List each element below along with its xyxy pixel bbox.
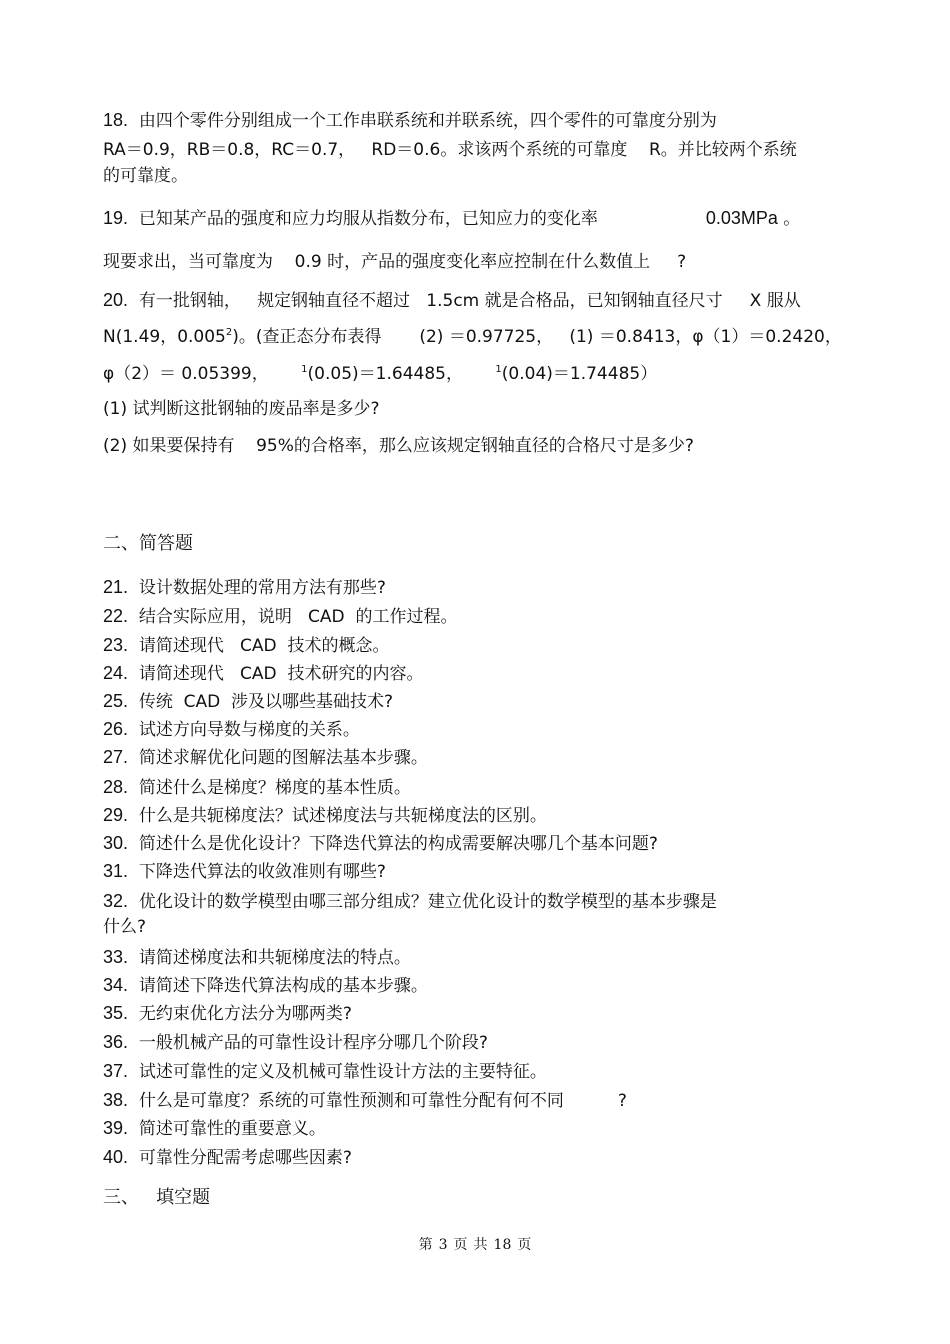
short-question-number: 33. [103, 947, 129, 967]
q19-text-2c: ? [677, 252, 687, 272]
short-question-text: 试述方向导数与梯度的关系。 [138, 720, 360, 740]
short-question-number: 40. [103, 1147, 129, 1167]
short-question-number: 36. [103, 1032, 129, 1052]
short-question-text: 无约束优化方法分为哪两类? [138, 1004, 352, 1024]
q19-text-1c: 。 [783, 209, 801, 229]
q20-text-2c: (2) ＝0.97725， [419, 327, 554, 347]
q20-sub-2b-text: 95%的合格率，那么应该规定钢轴直径的合格尺寸是多少? [256, 436, 694, 456]
section-3-heading: 三、 填空题 [103, 1187, 211, 1208]
footer-page-number: 3 [438, 1237, 448, 1253]
footer-text-a: 第 [418, 1237, 433, 1253]
short-question-text: 什么是共轭梯度法？试述梯度法与共轭梯度法的区别。 [138, 806, 547, 826]
short-question-item [103, 946, 411, 969]
q20-text-3a: φ（2）＝ 0.05399， [103, 364, 269, 384]
short-question-text: 请简述下降迭代算法构成的基本步骤。 [138, 976, 428, 996]
q19-text-2b: 0.9 时，产品的强度变化率应控制在什么数值上 [294, 252, 651, 272]
short-question-number: 35. [103, 1003, 129, 1023]
q18-text-2b: RD＝0.6。求该两个系统的可靠度 [371, 140, 628, 160]
q18-line-1 [103, 109, 717, 132]
short-question-item [103, 1146, 352, 1169]
short-question-text: 简述可靠性的重要意义。 [138, 1119, 326, 1139]
short-question-number: 22. [103, 606, 129, 626]
q19-line-1 [103, 207, 800, 230]
short-question-text: 结合实际应用，说明 CAD 的工作过程。 [138, 607, 458, 627]
q20-sub-2a-text: (2) 如果要保持有 [103, 436, 235, 456]
q18-text-1: 由四个零件分别组成一个工作串联系统和并联系统，四个零件的可靠度分别为 [138, 111, 717, 131]
short-question-text: 简述求解优化问题的图解法基本步骤。 [138, 748, 428, 768]
short-question-number: 38. [103, 1090, 129, 1110]
short-question-number: 24. [103, 663, 129, 683]
short-question-item [103, 804, 547, 827]
q20-text-1a: 有一批钢轴， [138, 291, 241, 311]
q20-sub-1 [103, 398, 380, 420]
short-question-text: 传统 CAD 涉及以哪些基础技术? [138, 692, 394, 712]
short-question-number: 29. [103, 805, 129, 825]
short-question-text: 什么是可靠度？系统的可靠性预测和可靠性分配有何不同 ? [138, 1091, 627, 1111]
short-question-number: 27. [103, 747, 129, 767]
q20-superscript-3a: 1 [301, 364, 308, 375]
short-question-text: 试述可靠性的定义及机械可靠性设计方法的主要特征。 [138, 1062, 547, 1082]
short-question-item [103, 776, 411, 799]
short-question-item [103, 662, 423, 685]
short-question-number: 26. [103, 719, 129, 739]
short-question-number: 21. [103, 577, 129, 597]
q20-line-3 [103, 363, 657, 388]
short-question-item [103, 576, 386, 599]
q18-line-2 [103, 139, 797, 161]
short-question-text: 简述什么是优化设计？下降迭代算法的构成需要解决哪几个基本问题? [138, 834, 658, 854]
q18-text-2a: RA＝0.9，RB＝0.8，RC＝0.7， [103, 140, 356, 160]
short-question-text: 可靠性分配需考虑哪些因素? [138, 1148, 352, 1168]
q20-text-2a: N(1.49，0.005 [103, 327, 226, 347]
short-question-item [103, 746, 428, 769]
short-question-item [103, 1002, 352, 1025]
short-question-item [103, 605, 457, 628]
short-question-text: 优化设计的数学模型由哪三部分组成？建立优化设计的数学模型的基本步骤是 [138, 892, 717, 912]
short-question-item [103, 916, 146, 938]
short-question-item [103, 860, 386, 883]
q20-number: 20. [103, 290, 129, 310]
q20-line-2 [103, 326, 842, 351]
q20-text-3c: (0.04)＝1.74485） [501, 364, 658, 384]
short-question-item [103, 634, 389, 657]
short-question-number: 37. [103, 1061, 129, 1081]
short-question-item [103, 718, 360, 741]
short-question-text: 请简述现代 CAD 技术的概念。 [138, 636, 390, 656]
short-question-item [103, 1089, 627, 1112]
q20-text-1c: 1.5cm 就是合格品，已知钢轴直径尺寸 [426, 291, 723, 311]
short-question-number: 25. [103, 691, 129, 711]
q20-text-2b: )。(查正态分布表得 [232, 327, 382, 347]
short-question-item [103, 1031, 488, 1054]
q20-line-1 [103, 289, 801, 312]
q18-text-2c: R。并比较两个系统 [648, 140, 797, 160]
footer-total-pages: 18 [493, 1237, 512, 1253]
q19-text-2a: 现要求出，当可靠度为 [103, 252, 273, 272]
short-question-number: 28. [103, 777, 129, 797]
short-question-item [103, 1060, 547, 1083]
short-question-item [103, 832, 658, 855]
short-question-text: 请简述现代 CAD 技术研究的内容。 [138, 664, 424, 684]
footer-text-c: 共 [473, 1237, 488, 1253]
q20-text-3b: (0.05)＝1.64485， [307, 364, 463, 384]
short-question-text: 简述什么是梯度？梯度的基本性质。 [138, 778, 411, 798]
short-question-text: 下降迭代算法的收敛准则有哪些? [138, 862, 386, 882]
short-question-number: 39. [103, 1118, 129, 1138]
short-question-item [103, 690, 393, 713]
short-question-text: 什么? [103, 917, 147, 937]
q19-text-1b: 0.03MPa [705, 208, 778, 228]
q19-number: 19. [103, 208, 129, 228]
short-question-item [103, 974, 428, 997]
footer-text-b: 页 [453, 1237, 468, 1253]
q20-superscript-2: 2 [225, 327, 233, 338]
q18-line-3 [103, 165, 188, 187]
short-question-item [103, 890, 717, 913]
short-question-number: 34. [103, 975, 129, 995]
q20-text-2d: (1) ＝0.8413，φ（1）＝0.2420， [569, 327, 842, 347]
page-footer [0, 1234, 950, 1254]
short-question-number: 30. [103, 833, 129, 853]
short-question-text: 请简述梯度法和共轭梯度法的特点。 [138, 948, 411, 968]
q20-text-1d: X 服从 [749, 291, 801, 311]
short-question-number: 31. [103, 861, 129, 881]
short-question-text: 设计数据处理的常用方法有那些? [138, 578, 386, 598]
short-question-number: 23. [103, 635, 129, 655]
short-question-text: 一般机械产品的可靠性设计程序分哪几个阶段? [138, 1033, 488, 1053]
q18-text-3: 的可靠度。 [103, 166, 188, 186]
q20-text-1b: 规定钢轴直径不超过 [257, 291, 411, 311]
q20-sub-2 [103, 435, 694, 457]
q20-sub-1-text: (1) 试判断这批钢轴的废品率是多少? [103, 399, 380, 419]
q20-superscript-3b: 1 [495, 364, 502, 375]
q19-text-1a: 已知某产品的强度和应力均服从指数分布，已知应力的变化率 [138, 209, 598, 229]
footer-text-d: 页 [517, 1237, 532, 1253]
q19-line-2 [103, 251, 686, 273]
q18-number: 18. [103, 110, 129, 130]
section-2-heading: 二、简答题 [103, 533, 193, 554]
short-question-item [103, 1117, 326, 1140]
short-question-number: 32. [103, 891, 129, 911]
